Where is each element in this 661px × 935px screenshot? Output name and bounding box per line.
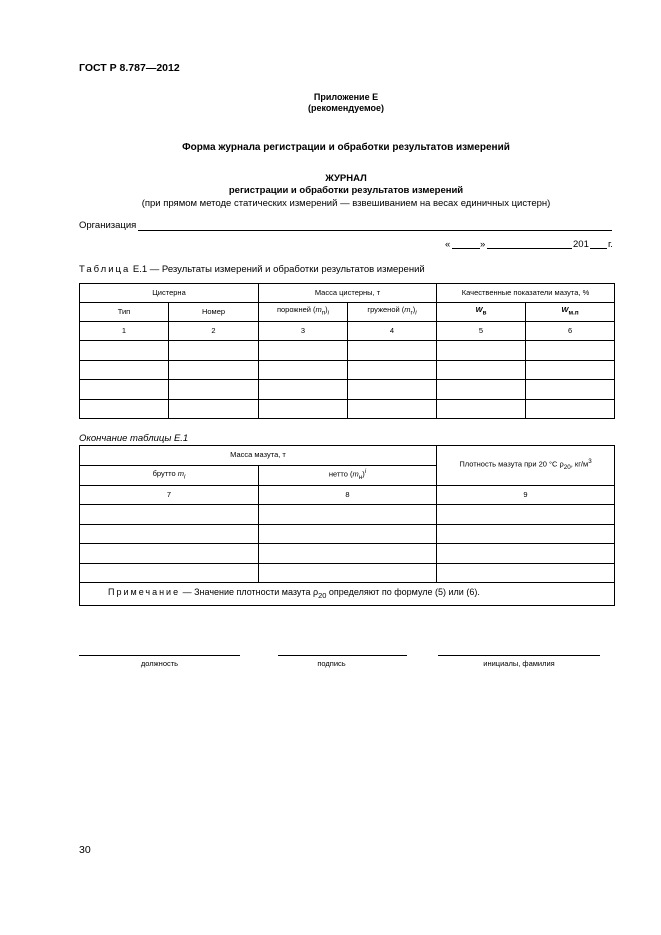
table1-colnum: 1 bbox=[80, 322, 169, 341]
table1-row bbox=[80, 341, 615, 361]
table1-group-tank-mass: Масса цистерны, т bbox=[259, 284, 437, 303]
date-year-suffix: г. bbox=[608, 239, 613, 250]
table2-row bbox=[80, 563, 615, 583]
date-close-quote: » bbox=[480, 239, 486, 250]
table1-col-type: Тип bbox=[80, 303, 169, 322]
table1-row bbox=[80, 380, 615, 400]
signature-line-name bbox=[438, 655, 600, 656]
journal-note: (при прямом методе статических измерений — взвешиванием на весах единичных цистерн) bbox=[141, 198, 551, 209]
table1-col-impurities: $W_{м.п}$ bbox=[526, 303, 615, 322]
table2-colnum: 7 bbox=[80, 486, 259, 505]
journal-title: ЖУРНАЛ bbox=[325, 173, 367, 184]
table2-caption: Окончание таблицы Е.1 bbox=[79, 433, 189, 444]
appendix-subtitle: (рекомендуемое) bbox=[308, 103, 384, 113]
table2 bbox=[79, 445, 615, 606]
table1-colnum: 5 bbox=[437, 322, 526, 341]
signature-line-position bbox=[79, 655, 240, 656]
table1-caption bbox=[79, 264, 425, 275]
table2-row bbox=[80, 505, 615, 525]
signature-line-sign bbox=[278, 655, 407, 656]
table2-group-mass: Масса мазута, т bbox=[80, 446, 437, 466]
date-month-line bbox=[487, 248, 572, 249]
table2-col-gross: брутто $m_i$ bbox=[80, 466, 259, 486]
table1-group-quality: Качественные показатели мазута, % bbox=[437, 284, 615, 303]
signature-label-name: инициалы, фамилия bbox=[483, 659, 555, 668]
note-word: Примечание bbox=[108, 586, 181, 597]
journal-subtitle: регистрации и обработки результатов измерений bbox=[228, 185, 464, 196]
table2-row bbox=[80, 544, 615, 564]
form-title: Форма журнала регистрации и обработки результатов измерений bbox=[182, 142, 510, 153]
table1-col-empty-mass: порожней $(m_п)_i$ bbox=[259, 303, 348, 322]
table2-col-density: Плотность мазута при 20 °С $\rho_{20}$, $кг/м^3$ bbox=[437, 446, 615, 486]
table1 bbox=[79, 283, 615, 419]
page-number: 30 bbox=[79, 844, 91, 856]
signature-label-position: должность bbox=[140, 659, 179, 668]
table2-row bbox=[80, 524, 615, 544]
table1-colnum: 2 bbox=[169, 322, 259, 341]
table1-colnum: 4 bbox=[348, 322, 437, 341]
table1-row bbox=[80, 399, 615, 419]
table1-col-loaded-mass: груженой $(m_г)_i$ bbox=[348, 303, 437, 322]
standard-header: ГОСТ Р 8.787—2012 bbox=[79, 62, 180, 74]
date-year-prefix: 201 bbox=[573, 239, 589, 250]
table1-col-water: $W_в$ bbox=[437, 303, 526, 322]
table1-caption-rest: Е.1 — Результаты измерений и обработки результатов измерений bbox=[132, 264, 425, 275]
appendix-title: Приложение Е bbox=[313, 92, 379, 102]
table1-group-tank: Цистерна bbox=[80, 284, 259, 303]
table1-colnum: 6 bbox=[526, 322, 615, 341]
table1-row bbox=[80, 360, 615, 380]
date-open-quote: « bbox=[445, 239, 451, 250]
signature-label-sign: подпись bbox=[317, 659, 346, 668]
table2-colnum: 9 bbox=[437, 486, 615, 505]
organization-label: Организация bbox=[79, 220, 137, 231]
table1-colnum: 3 bbox=[259, 322, 348, 341]
date-year-line bbox=[590, 248, 607, 249]
table2-colnum: 8 bbox=[259, 486, 437, 505]
organization-field-line bbox=[138, 230, 612, 231]
table1-caption-word: Таблица bbox=[79, 264, 131, 275]
table2-note: Примечание — Значение плотности мазута $\rho_{20}$ определяют по формуле (5) или (6). bbox=[80, 583, 615, 606]
table2-col-net: нетто $(m_н)^i$ bbox=[259, 466, 437, 486]
table1-col-number: Номер bbox=[169, 303, 259, 322]
date-day-line bbox=[452, 248, 480, 249]
